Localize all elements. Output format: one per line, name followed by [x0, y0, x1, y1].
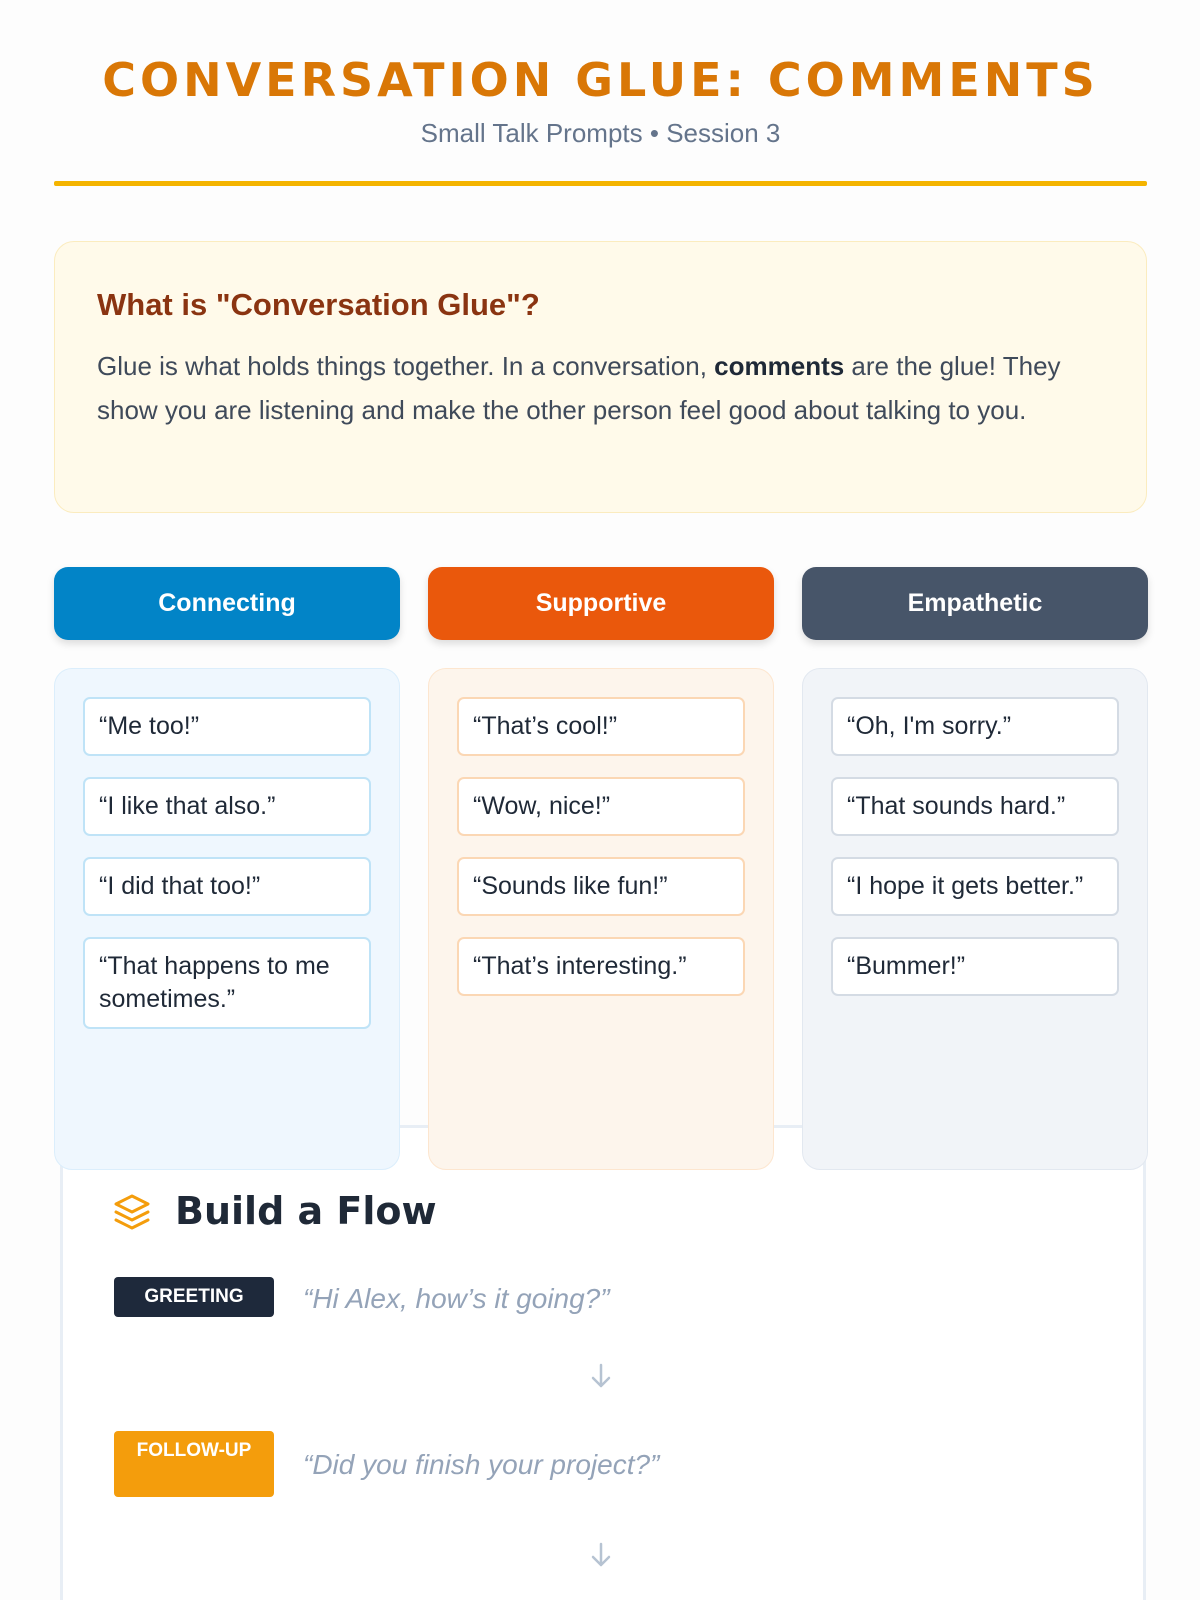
- phrase-card[interactable]: “That’s interesting.”: [457, 937, 745, 996]
- intro-text-end: are the glue! They show you are listening and make the other person feel good about talking to you.: [97, 351, 1061, 425]
- column-header-empathetic[interactable]: Empathetic: [802, 567, 1148, 640]
- intro-text-start: Glue is what holds things together. In a conversation,: [97, 351, 715, 381]
- follow-up-tag: FOLLOW-UP: [114, 1431, 274, 1497]
- flow-title: Build a Flow: [175, 1189, 437, 1233]
- phrase-card[interactable]: “I like that also.”: [83, 777, 371, 836]
- phrase-card[interactable]: “Me too!”: [83, 697, 371, 756]
- phrase-card[interactable]: “I hope it gets better.”: [831, 857, 1119, 916]
- layers-icon: [112, 1192, 152, 1237]
- column-supportive: [428, 668, 774, 1170]
- phrase-card[interactable]: “Sounds like fun!”: [457, 857, 745, 916]
- greeting-line[interactable]: “Hi Alex, how’s it going?”: [303, 1283, 610, 1314]
- column-header-supportive[interactable]: Supportive: [428, 567, 774, 640]
- intro-text-emphasis: comments: [714, 351, 845, 381]
- column-connecting: [54, 668, 400, 1170]
- phrase-card[interactable]: “That happens to me sometimes.”: [83, 937, 371, 1029]
- greeting-tag: GREETING: [114, 1277, 274, 1317]
- column-empathetic: [802, 668, 1148, 1170]
- phrase-card[interactable]: “That sounds hard.”: [831, 777, 1119, 836]
- phrase-card[interactable]: “Wow, nice!”: [457, 777, 745, 836]
- phrase-card[interactable]: “I did that too!”: [83, 857, 371, 916]
- column-header-connecting[interactable]: Connecting: [54, 567, 400, 640]
- phrase-card[interactable]: “Bummer!”: [831, 937, 1119, 996]
- phrase-card[interactable]: “Oh, I'm sorry.”: [831, 697, 1119, 756]
- phrase-card[interactable]: “That’s cool!”: [457, 697, 745, 756]
- arrow-down-icon: [588, 1363, 614, 1394]
- arrow-down-icon: [588, 1542, 614, 1573]
- page-subtitle: Small Talk Prompts • Session 3: [420, 118, 781, 148]
- intro-card: [54, 241, 1147, 513]
- follow-up-line[interactable]: “Did you finish your project?”: [303, 1449, 660, 1480]
- page-header: [54, 50, 1147, 150]
- title-divider: [54, 181, 1147, 186]
- page-title: CONVERSATION GLUE: COMMENTS: [102, 53, 1099, 107]
- intro-heading: What is "Conversation Glue"?: [97, 287, 540, 322]
- intro-text: [97, 344, 1104, 432]
